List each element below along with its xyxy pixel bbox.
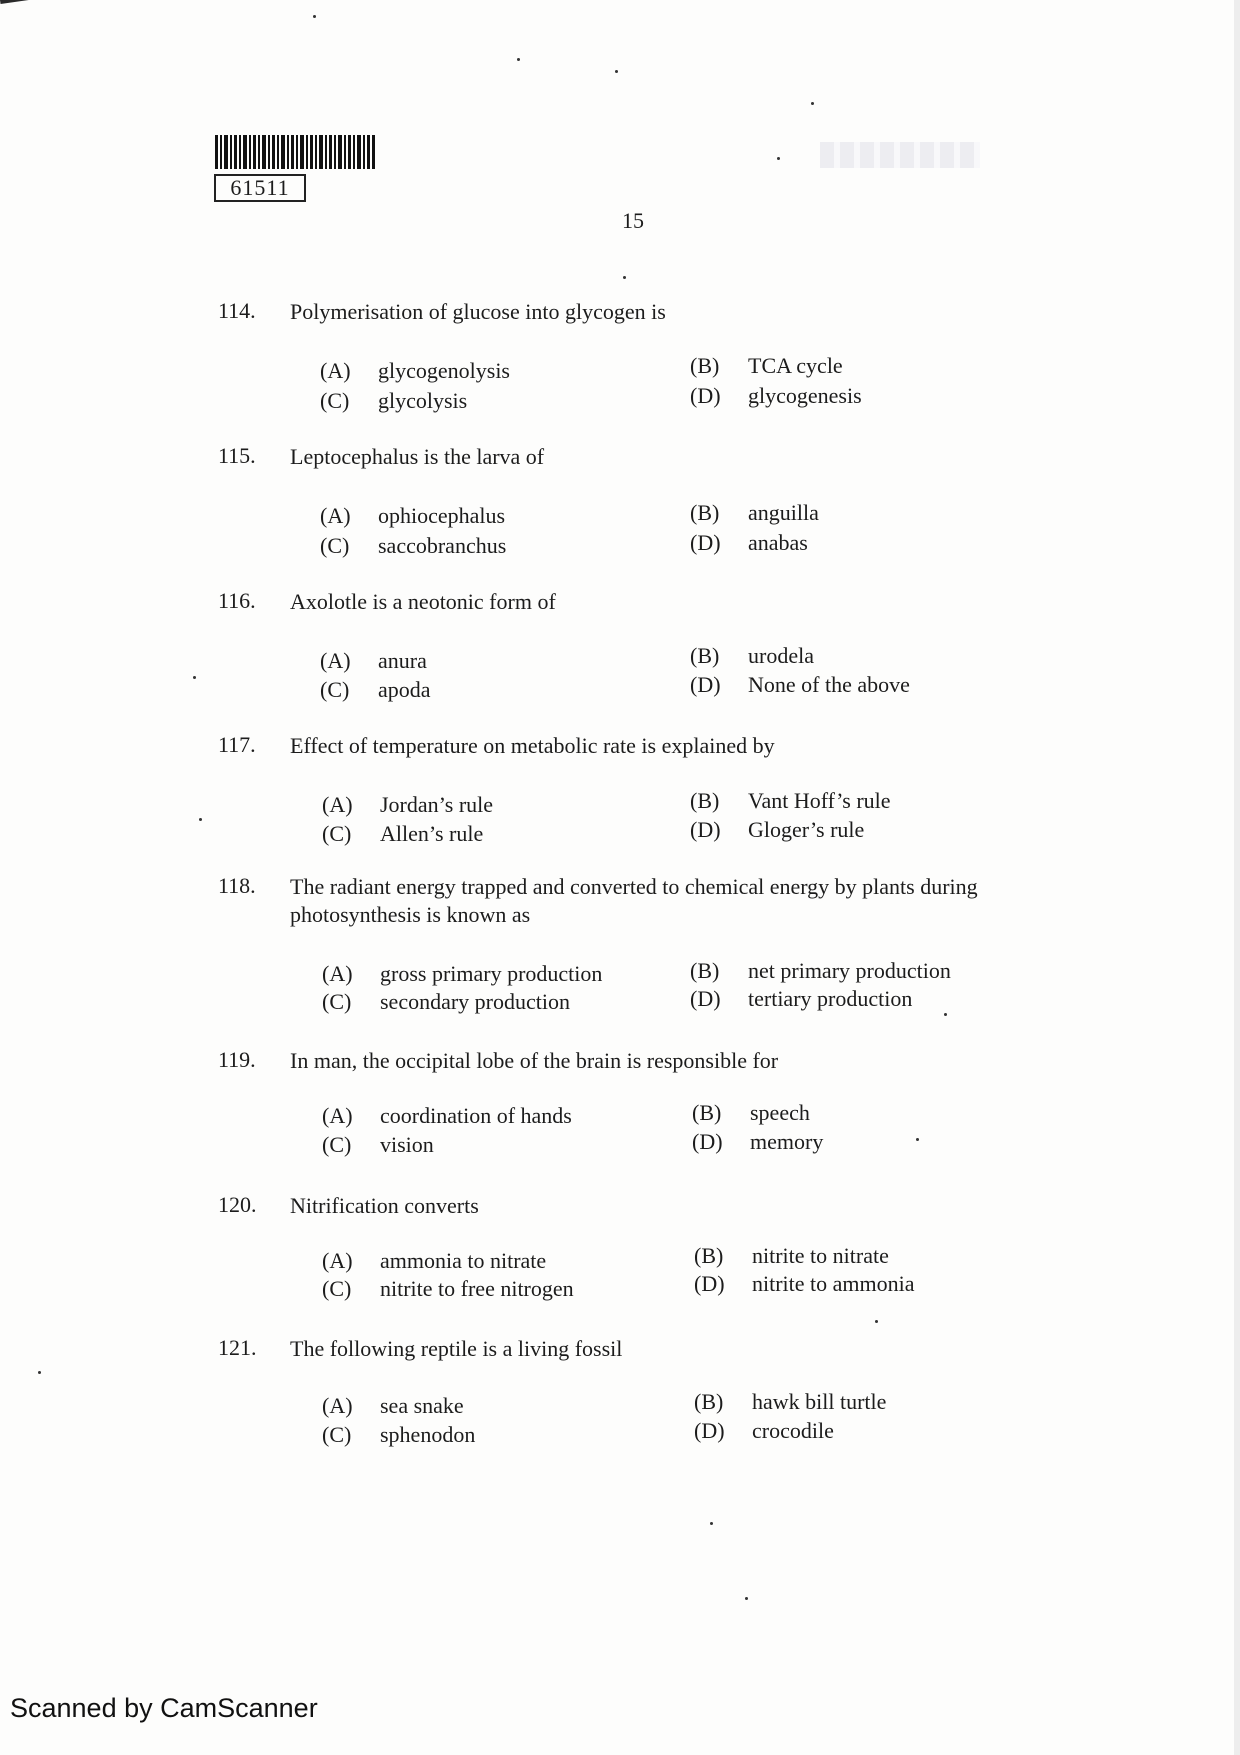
option-d: (D) crocodile bbox=[694, 1418, 834, 1443]
option-b: (B) hawk bill turtle bbox=[694, 1389, 887, 1414]
question-number: 117. bbox=[218, 732, 256, 757]
barcode bbox=[215, 135, 375, 169]
option-c: (C) nitrite to free nitrogen bbox=[322, 1276, 574, 1301]
option-b: (B) TCA cycle bbox=[690, 353, 843, 378]
question-number: 116. bbox=[218, 588, 256, 613]
paper-code: 61511 bbox=[214, 174, 306, 202]
page-number: 15 bbox=[622, 208, 644, 233]
question-number: 121. bbox=[218, 1335, 257, 1360]
option-d: (D) glycogenesis bbox=[690, 383, 862, 408]
option-d: (D) anabas bbox=[690, 530, 808, 555]
option-c: (C) sphenodon bbox=[322, 1422, 476, 1447]
question-text: Axolotle is a neotonic form of bbox=[290, 589, 556, 614]
option-b: (B) anguilla bbox=[690, 500, 819, 525]
scan-speck bbox=[916, 1138, 919, 1141]
question-number: 119. bbox=[218, 1047, 256, 1072]
scan-speck bbox=[517, 58, 520, 61]
option-c: (C) secondary production bbox=[322, 989, 570, 1014]
scan-speck bbox=[623, 276, 626, 279]
scan-speck bbox=[875, 1320, 878, 1323]
option-a: (A) anura bbox=[320, 648, 427, 673]
option-c: (C) saccobranchus bbox=[320, 533, 507, 558]
option-a: (A) ophiocephalus bbox=[320, 503, 506, 528]
option-d: (D) tertiary production bbox=[690, 986, 913, 1011]
question-text: Polymerisation of glucose into glycogen is bbox=[290, 299, 666, 324]
faint-stamp bbox=[820, 142, 980, 168]
scan-speck bbox=[944, 1013, 947, 1016]
scanner-watermark: Scanned by CamScanner bbox=[10, 1693, 318, 1723]
option-b: (B) nitrite to nitrate bbox=[694, 1243, 889, 1268]
option-b: (B) speech bbox=[692, 1100, 810, 1125]
option-d: (D) nitrite to ammonia bbox=[694, 1271, 915, 1296]
question-text: In man, the occipital lobe of the brain is responsible for bbox=[290, 1048, 779, 1073]
scan-corner-mark bbox=[0, 0, 34, 4]
option-c: (C) vision bbox=[322, 1132, 434, 1157]
scan-speck bbox=[745, 1597, 748, 1600]
scan-speck bbox=[199, 818, 202, 821]
question-text: The following reptile is a living fossil bbox=[290, 1336, 623, 1361]
option-c: (C) Allen’s rule bbox=[322, 821, 484, 846]
page-edge-shadow bbox=[1234, 0, 1240, 1755]
option-c: (C) apoda bbox=[320, 677, 431, 702]
option-d: (D) None of the above bbox=[690, 672, 910, 697]
question-text: Effect of temperature on metabolic rate is explained by bbox=[290, 733, 775, 758]
question-number: 115. bbox=[218, 443, 256, 468]
scan-speck bbox=[710, 1522, 713, 1525]
option-a: (A) coordination of hands bbox=[322, 1103, 572, 1128]
option-a: (A) Jordan’s rule bbox=[322, 792, 494, 817]
option-d: (D) memory bbox=[692, 1129, 824, 1154]
option-b: (B) urodela bbox=[690, 643, 814, 668]
option-a: (A) sea snake bbox=[322, 1393, 464, 1418]
scan-speck bbox=[777, 157, 780, 160]
option-a: (A) ammonia to nitrate bbox=[322, 1248, 547, 1273]
question-text: Leptocephalus is the larva of bbox=[290, 444, 545, 469]
scan-speck bbox=[38, 1371, 41, 1374]
scan-speck bbox=[313, 15, 316, 18]
scan-speck bbox=[193, 676, 196, 679]
scan-speck bbox=[615, 70, 618, 73]
question-text: Nitrification converts bbox=[290, 1193, 479, 1218]
option-d: (D) Gloger’s rule bbox=[690, 817, 865, 842]
option-a: (A) glycogenolysis bbox=[320, 358, 510, 383]
scan-speck bbox=[811, 102, 814, 105]
question-text: The radiant energy trapped and converted to chemical energy by plants during photosynthesis is known as bbox=[290, 874, 978, 927]
question-number: 120. bbox=[218, 1192, 257, 1217]
option-b: (B) Vant Hoff’s rule bbox=[690, 788, 891, 813]
option-c: (C) glycolysis bbox=[320, 388, 468, 413]
option-b: (B) net primary production bbox=[690, 958, 951, 983]
option-a: (A) gross primary production bbox=[322, 961, 603, 986]
question-number: 118. bbox=[218, 873, 256, 898]
question-number: 114. bbox=[218, 298, 256, 323]
